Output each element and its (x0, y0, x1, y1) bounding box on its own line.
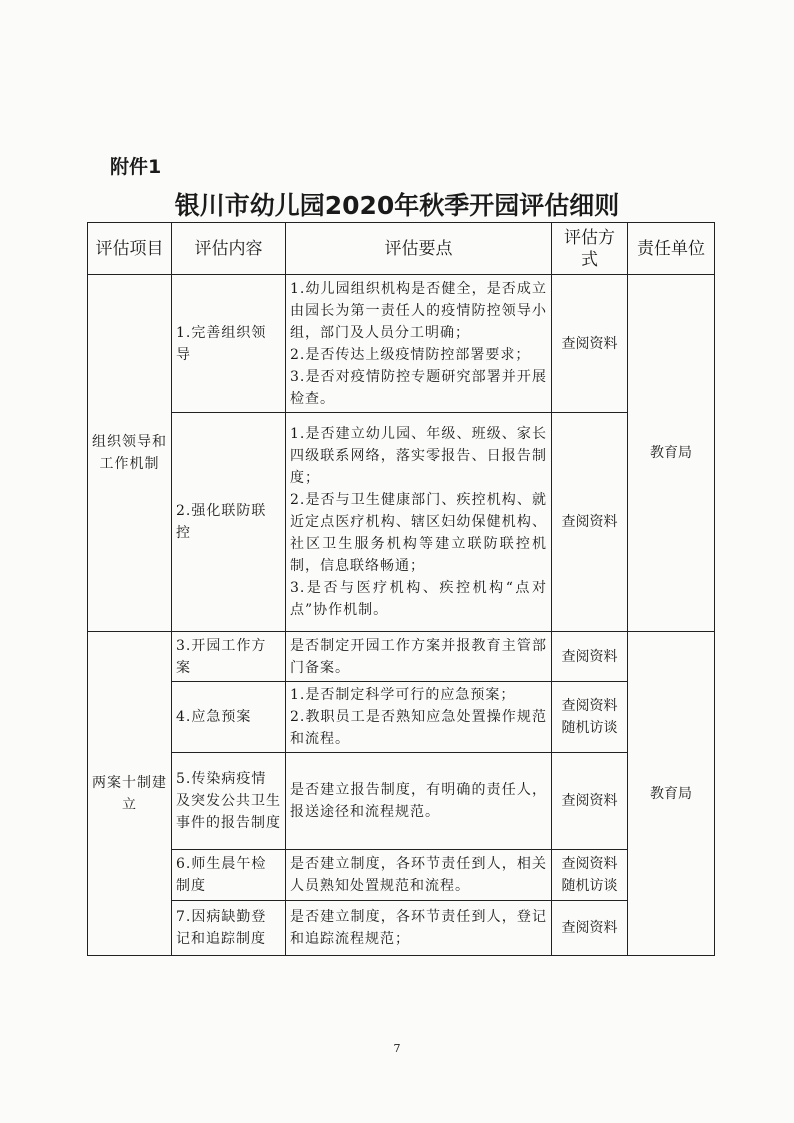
point-line: 是否制定开园工作方案并报教育主管部门备案。 (290, 637, 547, 676)
header-item: 评估项目 (88, 223, 172, 275)
point-line: 3.是否对疫情防控专题研究部署并开展检查。 (290, 368, 547, 407)
group-item-cell: 组织领导和工作机制 (88, 275, 172, 632)
method-line: 查阅资料 (561, 514, 618, 530)
content-cell: 1.完善组织领导 (172, 275, 286, 413)
points-cell (286, 682, 552, 753)
point-line: 2.教职员工是否熟知应急处置操作规范和流程。 (290, 709, 547, 747)
method-line: 查阅资料 (561, 920, 618, 936)
method-line: 查阅资料 (561, 856, 618, 872)
header-unit: 责任单位 (628, 223, 715, 275)
table-row (88, 901, 715, 956)
method-cell (552, 850, 628, 901)
unit-cell: 教育局 (628, 632, 715, 956)
method-line: 随机访谈 (561, 878, 618, 894)
table-row (88, 753, 715, 850)
method-line: 查阅资料 (561, 793, 618, 809)
point-line: 2.是否传达上级疫情防控部署要求； (290, 346, 531, 363)
method-line: 查阅资料 (561, 648, 618, 665)
point-line: 1.幼儿园组织机构是否健全，是否成立由园长为第一责任人的疫情防控领导小组，部门及人员分工明确； (290, 280, 547, 341)
method-cell (552, 753, 628, 850)
point-line: 是否建立制度，各环节责任到人，相关人员熟知处置规范和流程。 (290, 856, 547, 894)
points-cell (286, 632, 552, 682)
table-row (88, 275, 715, 413)
points-cell (286, 275, 552, 413)
points-cell (286, 413, 552, 632)
method-line: 查阅资料 (561, 335, 618, 352)
point-line: 1.是否制定科学可行的应急预案； (290, 687, 516, 703)
points-cell (286, 753, 552, 850)
point-line: 3.是否与医疗机构、疾控机构“点对点”协作机制。 (290, 580, 547, 618)
header-method: 评估方式 (552, 223, 628, 275)
point-line: 是否建立制度，各环节责任到人，登记和追踪流程规范； (290, 909, 547, 947)
evaluation-table (87, 222, 715, 956)
content-cell: 2.强化联防联控 (172, 413, 286, 632)
points-cell (286, 850, 552, 901)
table-row (88, 850, 715, 901)
table-row (88, 682, 715, 753)
page-number: 7 (393, 1042, 401, 1055)
method-line: 随机访谈 (561, 720, 618, 736)
table-header-row (88, 223, 715, 275)
document-title: 银川市幼儿园2020年秋季开园评估细则 (174, 191, 620, 220)
content-cell: 5.传染病疫情及突发公共卫生事件的报告制度 (172, 753, 286, 850)
method-cell (552, 632, 628, 682)
header-points: 评估要点 (286, 223, 552, 275)
point-line: 2.是否与卫生健康部门、疾控机构、就近定点医疗机构、辖区妇幼保健机构、社区卫生服务机构等建立联防联控机制，信息联络畅通； (290, 492, 547, 574)
table-row (88, 413, 715, 632)
group-item-cell: 两案十制建立 (88, 632, 172, 956)
method-cell (552, 682, 628, 753)
content-cell: 7.因病缺勤登记和追踪制度 (172, 901, 286, 956)
content-cell: 3.开园工作方案 (172, 632, 286, 682)
table-row (88, 632, 715, 682)
header-content: 评估内容 (172, 223, 286, 275)
method-cell (552, 413, 628, 632)
point-line: 1.是否建立幼儿园、年级、班级、家长四级联系网络，落实零报告、日报告制度； (290, 426, 547, 486)
points-cell (286, 901, 552, 956)
unit-cell: 教育局 (628, 275, 715, 632)
method-cell (552, 275, 628, 413)
point-line: 是否建立报告制度，有明确的责任人，报送途径和流程规范。 (290, 782, 547, 820)
method-line: 查阅资料 (561, 698, 618, 714)
attachment-label: 附件1 (110, 156, 162, 178)
content-cell: 4.应急预案 (172, 682, 286, 753)
content-cell: 6.师生晨午检制度 (172, 850, 286, 901)
method-cell (552, 901, 628, 956)
